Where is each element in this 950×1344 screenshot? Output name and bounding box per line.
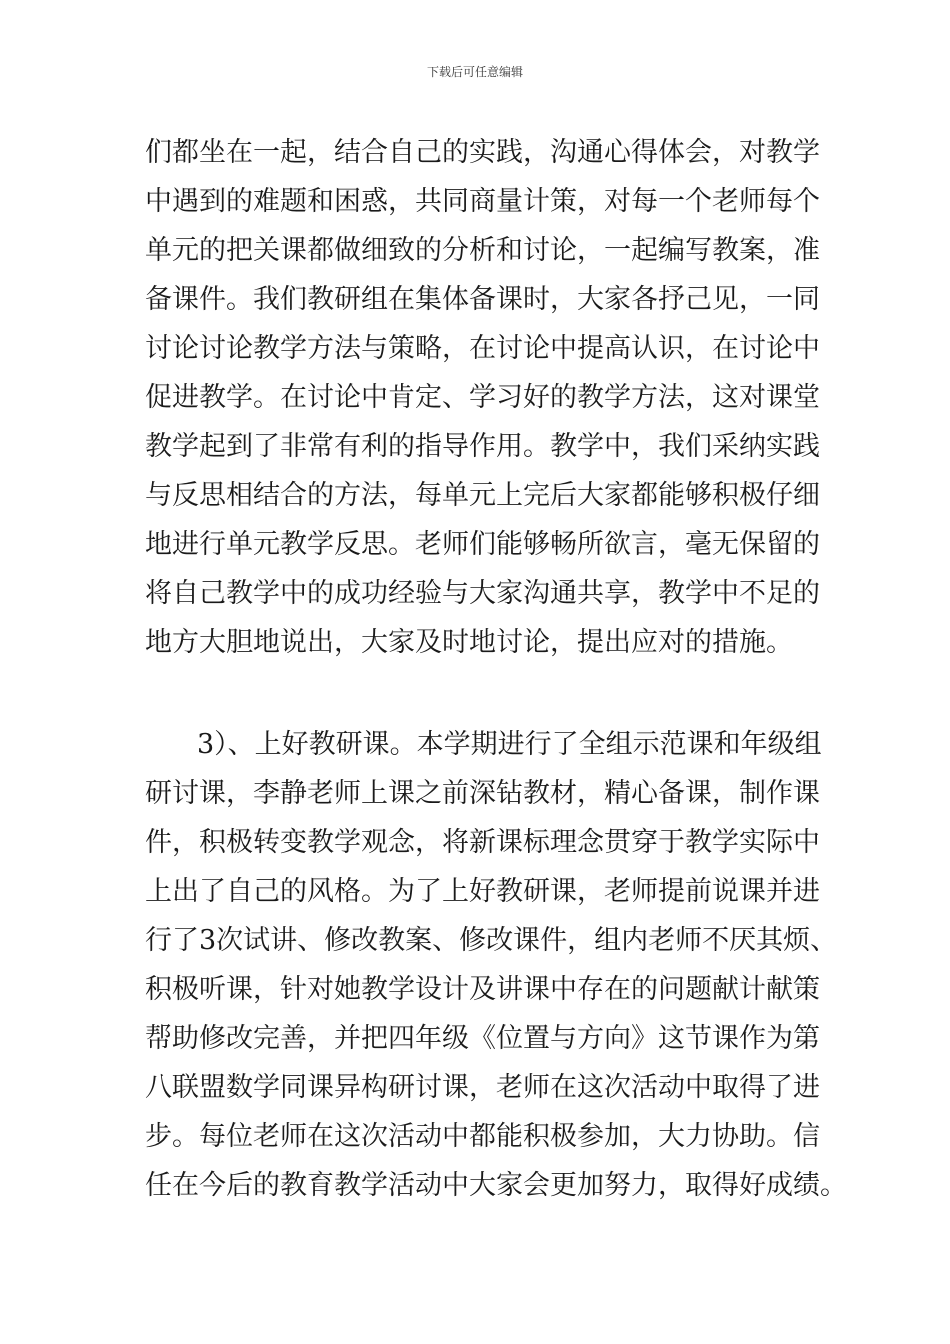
paragraph-line: 地进行单元教学反思。老师们能够畅所欲言，毫无保留的	[145, 529, 820, 560]
paragraph-line: 中遇到的难题和困惑，共同商量计策，对每一个老师每个	[145, 186, 820, 217]
paragraph-line: 3）、上好教研课。本学期进行了全组示范课和年级组	[197, 729, 822, 760]
paragraph-line: 单元的把关课都做细致的分析和讨论，一起编写教案，准	[145, 235, 820, 266]
paragraph-line: 与反思相结合的方法，每单元上完后大家都能够积极仔细	[145, 480, 820, 511]
paragraph-line: 讨论讨论教学方法与策略，在讨论中提高认识，在讨论中	[145, 333, 820, 364]
paragraph-line: 任在今后的教育教学活动中大家会更加努力，取得好成绩。	[145, 1170, 847, 1201]
paragraph-line: 地方大胆地说出，大家及时地讨论，提出应对的措施。	[145, 627, 793, 658]
paragraph-line: 促进教学。在讨论中肯定、学习好的教学方法，这对课堂	[145, 382, 820, 413]
paragraph-line: 件，积极转变教学观念，将新课标理念贯穿于教学实际中	[145, 827, 820, 858]
paragraph-line: 八联盟数学同课异构研讨课，老师在这次活动中取得了进	[145, 1072, 820, 1103]
paragraph-2	[145, 720, 847, 1210]
paragraph-line: 行了3次试讲、修改教案、修改课件，组内老师不厌其烦、	[145, 925, 838, 956]
paragraph-line: 教学起到了非常有利的指导作用。教学中，我们采纳实践	[145, 431, 820, 462]
paragraph-line: 帮助修改完善，并把四年级《位置与方向》这节课作为第	[145, 1023, 820, 1054]
paragraph-line: 上出了自己的风格。为了上好教研课，老师提前说课并进	[145, 876, 820, 907]
paragraph-1	[145, 128, 820, 667]
paragraph-line: 将自己教学中的成功经验与大家沟通共享，教学中不足的	[145, 578, 820, 609]
paragraph-line: 步。每位老师在这次活动中都能积极参加，大力协助。信	[145, 1121, 820, 1152]
paragraph-line: 备课件。我们教研组在集体备课时，大家各抒己见，一同	[145, 284, 820, 315]
paragraph-line: 研讨课，李静老师上课之前深钻教材，精心备课，制作课	[145, 778, 820, 809]
paragraph-line: 们都坐在一起，结合自己的实践，沟通心得体会，对教学	[145, 137, 820, 168]
paragraph-line: 积极听课，针对她教学设计及讲课中存在的问题献计献策	[145, 974, 820, 1005]
page-header: 下载后可任意编辑	[426, 65, 523, 79]
